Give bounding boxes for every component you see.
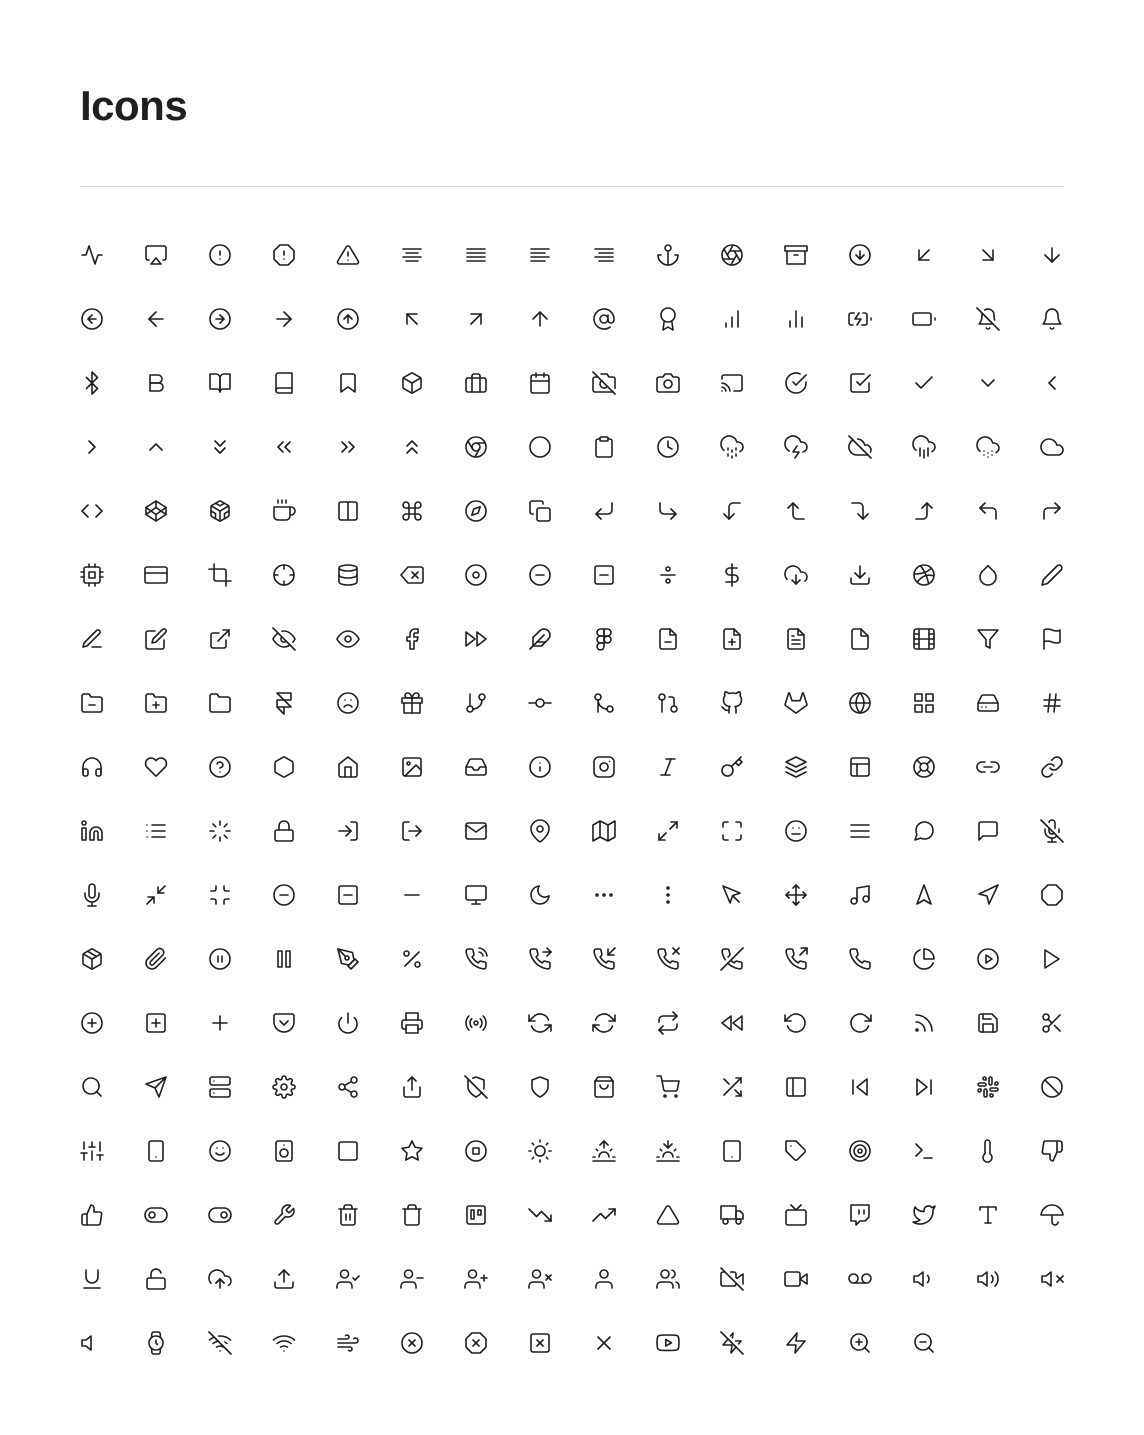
cloud-off-icon[interactable] <box>848 435 872 459</box>
divider <box>80 186 1064 187</box>
mouse-pointer-icon[interactable] <box>720 883 744 907</box>
github-icon[interactable] <box>720 691 744 715</box>
zoom-in-icon[interactable] <box>848 1331 872 1355</box>
git-merge-icon[interactable] <box>592 691 616 715</box>
map-pin-icon[interactable] <box>528 819 552 843</box>
arrow-right-circle-icon[interactable] <box>208 307 232 331</box>
battery-charging-icon[interactable] <box>848 307 872 331</box>
briefcase-icon[interactable] <box>464 371 488 395</box>
save-icon[interactable] <box>976 1011 1000 1035</box>
users-icon[interactable] <box>656 1267 680 1291</box>
calendar-icon[interactable] <box>528 371 552 395</box>
italic-icon[interactable] <box>656 755 680 779</box>
trash-2-icon[interactable] <box>336 1203 360 1227</box>
git-commit-icon[interactable] <box>528 691 552 715</box>
arrow-up-icon[interactable] <box>528 307 552 331</box>
mic-icon[interactable] <box>80 883 104 907</box>
feather-icon[interactable] <box>528 627 552 651</box>
minimize-2-icon[interactable] <box>144 883 168 907</box>
shuffle-icon[interactable] <box>720 1075 744 1099</box>
list-icon[interactable] <box>144 819 168 843</box>
arrow-down-left-icon[interactable] <box>912 243 936 267</box>
archive-icon[interactable] <box>784 243 808 267</box>
slack-icon[interactable] <box>976 1075 1000 1099</box>
check-circle-icon[interactable] <box>784 371 808 395</box>
cpu-icon[interactable] <box>80 563 104 587</box>
crop-icon[interactable] <box>208 563 232 587</box>
triangle-icon[interactable] <box>656 1203 680 1227</box>
edit-icon[interactable] <box>144 627 168 651</box>
cloud-icon[interactable] <box>1040 435 1064 459</box>
tool-icon[interactable] <box>272 1203 296 1227</box>
framer-icon[interactable] <box>272 691 296 715</box>
chevron-down-icon[interactable] <box>976 371 1000 395</box>
grid-icon[interactable] <box>912 691 936 715</box>
shopping-cart-icon[interactable] <box>656 1075 680 1099</box>
volume-2-icon[interactable] <box>976 1267 1000 1291</box>
arrow-up-circle-icon[interactable] <box>336 307 360 331</box>
file-plus-icon[interactable] <box>720 627 744 651</box>
chevrons-up-icon[interactable] <box>400 435 424 459</box>
share-icon[interactable] <box>400 1075 424 1099</box>
anchor-icon[interactable] <box>656 243 680 267</box>
edit-2-icon[interactable] <box>1040 563 1064 587</box>
toggle-right-icon[interactable] <box>208 1203 232 1227</box>
pie-chart-icon[interactable] <box>912 947 936 971</box>
globe-icon[interactable] <box>848 691 872 715</box>
bluetooth-icon[interactable] <box>80 371 104 395</box>
tablet-icon[interactable] <box>720 1139 744 1163</box>
stop-circle-icon[interactable] <box>464 1139 488 1163</box>
server-icon[interactable] <box>208 1075 232 1099</box>
paperclip-icon[interactable] <box>144 947 168 971</box>
map-icon[interactable] <box>592 819 616 843</box>
cast-icon[interactable] <box>720 371 744 395</box>
image-icon[interactable] <box>400 755 424 779</box>
hash-icon[interactable] <box>1040 691 1064 715</box>
home-icon[interactable] <box>336 755 360 779</box>
corner-down-right-icon[interactable] <box>656 499 680 523</box>
umbrella-icon[interactable] <box>1040 1203 1064 1227</box>
skip-forward-icon[interactable] <box>912 1075 936 1099</box>
instagram-icon[interactable] <box>592 755 616 779</box>
plus-circle-icon[interactable] <box>80 1011 104 1035</box>
camera-icon[interactable] <box>656 371 680 395</box>
sunrise-icon[interactable] <box>592 1139 616 1163</box>
corner-up-right-icon[interactable] <box>1040 499 1064 523</box>
thumbs-up-icon[interactable] <box>80 1203 104 1227</box>
rss-icon[interactable] <box>912 1011 936 1035</box>
sunset-icon[interactable] <box>656 1139 680 1163</box>
monitor-icon[interactable] <box>464 883 488 907</box>
shield-icon[interactable] <box>528 1075 552 1099</box>
smartphone-icon[interactable] <box>144 1139 168 1163</box>
align-center-icon[interactable] <box>400 243 424 267</box>
cloud-drizzle-icon[interactable] <box>720 435 744 459</box>
video-icon[interactable] <box>784 1267 808 1291</box>
x-icon[interactable] <box>592 1331 616 1355</box>
printer-icon[interactable] <box>400 1011 424 1035</box>
code-icon[interactable] <box>80 499 104 523</box>
clipboard-icon[interactable] <box>592 435 616 459</box>
share-2-icon[interactable] <box>336 1075 360 1099</box>
repeat-icon[interactable] <box>656 1011 680 1035</box>
x-square-icon[interactable] <box>528 1331 552 1355</box>
dollar-sign-icon[interactable] <box>720 563 744 587</box>
message-circle-icon[interactable] <box>912 819 936 843</box>
flag-icon[interactable] <box>1040 627 1064 651</box>
zoom-out-icon[interactable] <box>912 1331 936 1355</box>
battery-icon[interactable] <box>912 307 936 331</box>
upload-cloud-icon[interactable] <box>208 1267 232 1291</box>
cloud-snow-icon[interactable] <box>976 435 1000 459</box>
voicemail-icon[interactable] <box>848 1267 872 1291</box>
clock-icon[interactable] <box>656 435 680 459</box>
life-buoy-icon[interactable] <box>912 755 936 779</box>
twitch-icon[interactable] <box>848 1203 872 1227</box>
pen-tool-icon[interactable] <box>336 947 360 971</box>
phone-call-icon[interactable] <box>464 947 488 971</box>
arrow-right-icon[interactable] <box>272 307 296 331</box>
pause-circle-icon[interactable] <box>208 947 232 971</box>
check-icon[interactable] <box>912 371 936 395</box>
shield-off-icon[interactable] <box>464 1075 488 1099</box>
more-horizontal-icon[interactable] <box>592 883 616 907</box>
link-icon[interactable] <box>1040 755 1064 779</box>
phone-outgoing-icon[interactable] <box>784 947 808 971</box>
watch-icon[interactable] <box>144 1331 168 1355</box>
search-icon[interactable] <box>80 1075 104 1099</box>
help-circle-icon[interactable] <box>208 755 232 779</box>
tv-icon[interactable] <box>784 1203 808 1227</box>
gift-icon[interactable] <box>400 691 424 715</box>
layout-icon[interactable] <box>848 755 872 779</box>
shopping-bag-icon[interactable] <box>592 1075 616 1099</box>
log-in-icon[interactable] <box>336 819 360 843</box>
maximize-2-icon[interactable] <box>656 819 680 843</box>
filter-icon[interactable] <box>976 627 1000 651</box>
video-off-icon[interactable] <box>720 1267 744 1291</box>
coffee-icon[interactable] <box>272 499 296 523</box>
arrow-down-circle-icon[interactable] <box>848 243 872 267</box>
phone-incoming-icon[interactable] <box>592 947 616 971</box>
power-icon[interactable] <box>336 1011 360 1035</box>
phone-forwarded-icon[interactable] <box>528 947 552 971</box>
send-icon[interactable] <box>144 1075 168 1099</box>
toggle-left-icon[interactable] <box>144 1203 168 1227</box>
wifi-icon[interactable] <box>272 1331 296 1355</box>
corner-right-down-icon[interactable] <box>848 499 872 523</box>
rotate-cw-icon[interactable] <box>848 1011 872 1035</box>
chevron-up-icon[interactable] <box>144 435 168 459</box>
columns-icon[interactable] <box>336 499 360 523</box>
download-icon[interactable] <box>848 563 872 587</box>
dribbble-icon[interactable] <box>912 563 936 587</box>
trello-icon[interactable] <box>464 1203 488 1227</box>
gitlab-icon[interactable] <box>784 691 808 715</box>
headphones-icon[interactable] <box>80 755 104 779</box>
activity-icon[interactable] <box>80 243 104 267</box>
check-square-icon[interactable] <box>848 371 872 395</box>
trending-down-icon[interactable] <box>528 1203 552 1227</box>
log-out-icon[interactable] <box>400 819 424 843</box>
alert-octagon-icon[interactable] <box>272 243 296 267</box>
target-icon[interactable] <box>848 1139 872 1163</box>
circle-icon[interactable] <box>528 435 552 459</box>
user-icon[interactable] <box>592 1267 616 1291</box>
pocket-icon[interactable] <box>272 1011 296 1035</box>
music-icon[interactable] <box>848 883 872 907</box>
skip-back-icon[interactable] <box>848 1075 872 1099</box>
corner-left-down-icon[interactable] <box>720 499 744 523</box>
phone-off-icon[interactable] <box>720 947 744 971</box>
radio-icon[interactable] <box>464 1011 488 1035</box>
file-icon[interactable] <box>848 627 872 651</box>
alert-circle-icon[interactable] <box>208 243 232 267</box>
crosshair-icon[interactable] <box>272 563 296 587</box>
refresh-cw-icon[interactable] <box>592 1011 616 1035</box>
user-x-icon[interactable] <box>528 1267 552 1291</box>
camera-off-icon[interactable] <box>592 371 616 395</box>
heart-icon[interactable] <box>144 755 168 779</box>
rewind-icon[interactable] <box>720 1011 744 1035</box>
box-icon[interactable] <box>400 371 424 395</box>
mic-off-icon[interactable] <box>1040 819 1064 843</box>
navigation-2-icon[interactable] <box>912 883 936 907</box>
star-icon[interactable] <box>400 1139 424 1163</box>
menu-icon[interactable] <box>848 819 872 843</box>
youtube-icon[interactable] <box>656 1331 680 1355</box>
trending-up-icon[interactable] <box>592 1203 616 1227</box>
user-plus-icon[interactable] <box>464 1267 488 1291</box>
page-title: Icons <box>80 82 188 129</box>
align-right-icon[interactable] <box>592 243 616 267</box>
bar-chart-icon[interactable] <box>720 307 744 331</box>
package-icon[interactable] <box>80 947 104 971</box>
arrow-down-right-icon[interactable] <box>976 243 1000 267</box>
chrome-icon[interactable] <box>464 435 488 459</box>
navigation-icon[interactable] <box>976 883 1000 907</box>
frown-icon[interactable] <box>336 691 360 715</box>
book-open-icon[interactable] <box>208 371 232 395</box>
linkedin-icon[interactable] <box>80 819 104 843</box>
inbox-icon[interactable] <box>464 755 488 779</box>
x-octagon-icon[interactable] <box>464 1331 488 1355</box>
loader-icon[interactable] <box>208 819 232 843</box>
download-cloud-icon[interactable] <box>784 563 808 587</box>
maximize-icon[interactable] <box>720 819 744 843</box>
copy-icon[interactable] <box>528 499 552 523</box>
bookmark-icon[interactable] <box>336 371 360 395</box>
film-icon[interactable] <box>912 627 936 651</box>
alert-triangle-icon[interactable] <box>336 243 360 267</box>
plus-icon[interactable] <box>208 1011 232 1035</box>
user-check-icon[interactable] <box>336 1267 360 1291</box>
folder-plus-icon[interactable] <box>144 691 168 715</box>
hard-drive-icon[interactable] <box>976 691 1000 715</box>
type-icon[interactable] <box>976 1203 1000 1227</box>
arrow-down-icon[interactable] <box>1040 243 1064 267</box>
minus-circle-icon[interactable] <box>272 883 296 907</box>
file-minus-icon[interactable] <box>656 627 680 651</box>
play-circle-icon[interactable] <box>976 947 1000 971</box>
message-square-icon[interactable] <box>976 819 1000 843</box>
corner-up-left-icon[interactable] <box>976 499 1000 523</box>
square-icon[interactable] <box>336 1139 360 1163</box>
at-sign-icon[interactable] <box>592 307 616 331</box>
link-2-icon[interactable] <box>976 755 1000 779</box>
thermometer-icon[interactable] <box>976 1139 1000 1163</box>
speaker-icon[interactable] <box>272 1139 296 1163</box>
moon-icon[interactable] <box>528 883 552 907</box>
hexagon-icon[interactable] <box>272 755 296 779</box>
octagon-icon[interactable] <box>1040 883 1064 907</box>
corner-right-up-icon[interactable] <box>912 499 936 523</box>
codepen-icon[interactable] <box>144 499 168 523</box>
bold-icon[interactable] <box>144 371 168 395</box>
slash-icon[interactable] <box>1040 1075 1064 1099</box>
x-circle-icon[interactable] <box>400 1331 424 1355</box>
bell-off-icon[interactable] <box>976 307 1000 331</box>
percent-icon[interactable] <box>400 947 424 971</box>
chevron-right-icon[interactable] <box>80 435 104 459</box>
arrow-up-right-icon[interactable] <box>464 307 488 331</box>
thumbs-down-icon[interactable] <box>1040 1139 1064 1163</box>
unlock-icon[interactable] <box>144 1267 168 1291</box>
upload-icon[interactable] <box>272 1267 296 1291</box>
book-icon[interactable] <box>272 371 296 395</box>
wifi-off-icon[interactable] <box>208 1331 232 1355</box>
corner-left-up-icon[interactable] <box>784 499 808 523</box>
scissors-icon[interactable] <box>1040 1011 1064 1035</box>
file-text-icon[interactable] <box>784 627 808 651</box>
arrow-up-left-icon[interactable] <box>400 307 424 331</box>
cloud-rain-icon[interactable] <box>912 435 936 459</box>
minus-icon[interactable] <box>400 883 424 907</box>
tag-icon[interactable] <box>784 1139 808 1163</box>
eye-off-icon[interactable] <box>272 627 296 651</box>
settings-icon[interactable] <box>272 1075 296 1099</box>
volume-icon[interactable] <box>80 1331 104 1355</box>
mail-icon[interactable] <box>464 819 488 843</box>
bar-chart-2-icon[interactable] <box>784 307 808 331</box>
sidebar-icon[interactable] <box>784 1075 808 1099</box>
twitter-icon[interactable] <box>912 1203 936 1227</box>
layers-icon[interactable] <box>784 755 808 779</box>
cloud-lightning-icon[interactable] <box>784 435 808 459</box>
compass-icon[interactable] <box>464 499 488 523</box>
rotate-ccw-icon[interactable] <box>784 1011 808 1035</box>
eye-icon[interactable] <box>336 627 360 651</box>
credit-card-icon[interactable] <box>144 563 168 587</box>
facebook-icon[interactable] <box>400 627 424 651</box>
database-icon[interactable] <box>336 563 360 587</box>
play-icon[interactable] <box>1040 947 1064 971</box>
move-icon[interactable] <box>784 883 808 907</box>
meh-icon[interactable] <box>784 819 808 843</box>
align-left-icon[interactable] <box>528 243 552 267</box>
underline-icon[interactable] <box>80 1267 104 1291</box>
minus-square-icon[interactable] <box>336 883 360 907</box>
sliders-icon[interactable] <box>80 1139 104 1163</box>
info-icon[interactable] <box>528 755 552 779</box>
aperture-icon[interactable] <box>720 243 744 267</box>
trash-icon[interactable] <box>400 1203 424 1227</box>
codesandbox-icon[interactable] <box>208 499 232 523</box>
zap-icon[interactable] <box>784 1331 808 1355</box>
minimize-icon[interactable] <box>208 883 232 907</box>
figma-icon[interactable] <box>592 627 616 651</box>
airplay-icon[interactable] <box>144 243 168 267</box>
smile-icon[interactable] <box>208 1139 232 1163</box>
edit-3-icon[interactable] <box>80 627 104 651</box>
phone-icon[interactable] <box>848 947 872 971</box>
align-justify-icon[interactable] <box>464 243 488 267</box>
external-link-icon[interactable] <box>208 627 232 651</box>
corner-down-left-icon[interactable] <box>592 499 616 523</box>
arrow-left-circle-icon[interactable] <box>80 307 104 331</box>
refresh-ccw-icon[interactable] <box>528 1011 552 1035</box>
lock-icon[interactable] <box>272 819 296 843</box>
more-vertical-icon[interactable] <box>656 883 680 907</box>
command-icon[interactable] <box>400 499 424 523</box>
delete-icon[interactable] <box>400 563 424 587</box>
chevron-left-icon[interactable] <box>1040 371 1064 395</box>
git-pull-request-icon[interactable] <box>656 691 680 715</box>
key-icon[interactable] <box>720 755 744 779</box>
disc-icon[interactable] <box>464 563 488 587</box>
volume-1-icon[interactable] <box>912 1267 936 1291</box>
fast-forward-icon[interactable] <box>464 627 488 651</box>
bell-icon[interactable] <box>1040 307 1064 331</box>
phone-missed-icon[interactable] <box>656 947 680 971</box>
volume-x-icon[interactable] <box>1040 1267 1064 1291</box>
chevrons-down-icon[interactable] <box>208 435 232 459</box>
minus-square-icon[interactable] <box>592 563 616 587</box>
terminal-icon[interactable] <box>912 1139 936 1163</box>
git-branch-icon[interactable] <box>464 691 488 715</box>
arrow-left-icon[interactable] <box>144 307 168 331</box>
wind-icon[interactable] <box>336 1331 360 1355</box>
chevrons-right-icon[interactable] <box>336 435 360 459</box>
folder-icon[interactable] <box>208 691 232 715</box>
plus-square-icon[interactable] <box>144 1011 168 1035</box>
divide-icon[interactable] <box>656 563 680 587</box>
chevrons-left-icon[interactable] <box>272 435 296 459</box>
pause-icon[interactable] <box>272 947 296 971</box>
minus-circle-icon[interactable] <box>528 563 552 587</box>
folder-minus-icon[interactable] <box>80 691 104 715</box>
truck-icon[interactable] <box>720 1203 744 1227</box>
sun-icon[interactable] <box>528 1139 552 1163</box>
user-minus-icon[interactable] <box>400 1267 424 1291</box>
droplet-icon[interactable] <box>976 563 1000 587</box>
award-icon[interactable] <box>656 307 680 331</box>
zap-off-icon[interactable] <box>720 1331 744 1355</box>
